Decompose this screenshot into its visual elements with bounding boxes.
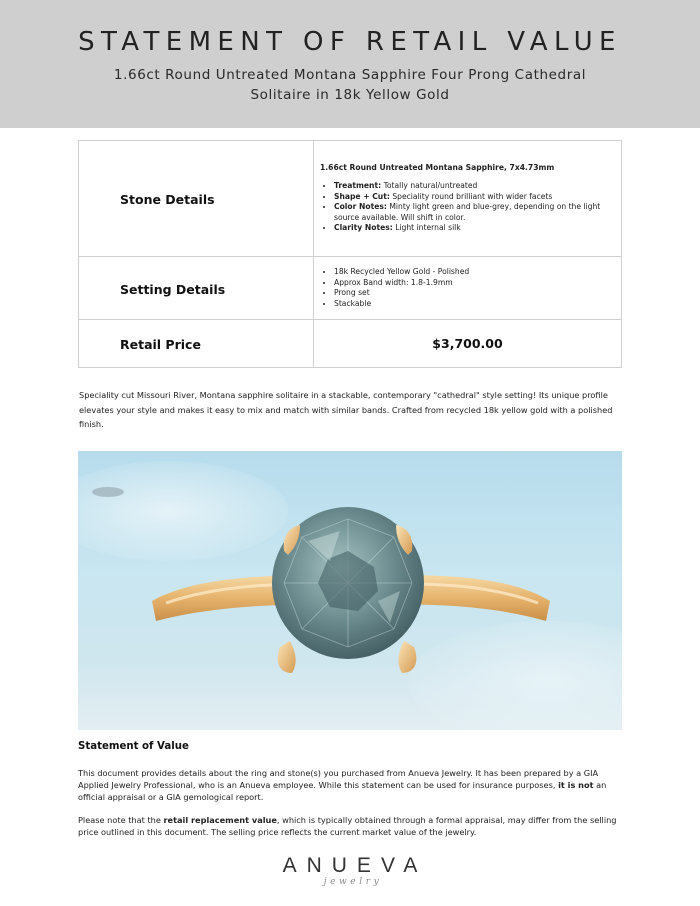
setting-details-label-cell (79, 257, 314, 320)
header-band (0, 0, 700, 128)
table-row (79, 320, 622, 368)
anueva-logo: ANUEVA (282, 854, 428, 877)
details-table (78, 140, 622, 368)
ring-photo (78, 451, 622, 730)
list-item: • Treatment: Totally natural/untreated (334, 181, 611, 192)
retail-price-value: $3,700.00 (314, 320, 622, 368)
statement-heading: Statement of Value (78, 741, 189, 752)
page-subtitle: 1.66ct Round Untreated Montana Sapphire Four Prong Cathedral Solitaire in 18k Yellow Gold (113, 67, 587, 103)
product-description: Speciality cut Missouri River, Montana sapphire solitaire in a stackable, contemporary "cathedral" style setting! Its unique profile elevates your style and makes it easy to mix and match with similar bands. Crafted from recycled 18k yellow gold with a polished finish. (79, 390, 613, 429)
table-row (79, 141, 622, 257)
statement-paragraph-2: Please note that the retail replacement value, which is typically obtained through a formal appraisal, may differ from the selling price outlined in this document. The selling price reflects the current market value of the jewelry. (78, 815, 617, 837)
ring-illustration (78, 451, 622, 730)
setting-details-label: Setting Details (120, 281, 226, 297)
stone-details-label-cell (79, 141, 314, 257)
list-item: • Stackable (334, 299, 611, 310)
setting-details-list (320, 267, 611, 309)
list-item: • Color Notes: Minty light green and blue-grey, depending on the light source available. Will shift in color. (334, 202, 611, 223)
page-title: STATEMENT OF RETAIL VALUE (78, 27, 622, 57)
retail-price-label: Retail Price (120, 337, 201, 352)
list-item: • Shape + Cut: Speciality round brilliant with wider facets (334, 192, 611, 203)
list-item: • Prong set (334, 288, 611, 299)
statement-paragraph-1: This document provides details about the ring and stone(s) you purchased from Anueva Jewelry. It has been prepared by a GIA Applied Jewelry Professional, who is an Anueva employee. While this statement can be used for insurance purposes, it is not an official appraisal or a GIA gemological report. (78, 768, 607, 802)
list-item: • Approx Band width: 1.8-1.9mm (334, 278, 611, 289)
stone-details-label: Stone Details (120, 192, 215, 207)
stone-details-list (320, 181, 611, 234)
list-item: • 18k Recycled Yellow Gold - Polished (334, 267, 611, 278)
retail-price-label-cell (79, 320, 314, 368)
stone-details-value-cell (314, 141, 622, 257)
anueva-logo-subtitle: jewelry (323, 877, 383, 887)
setting-details-value-cell (314, 257, 622, 320)
list-item: • Clarity Notes: Light internal silk (334, 223, 611, 234)
stone-title: 1.66ct Round Untreated Montana Sapphire, 7x4.73mm (320, 163, 555, 173)
table-row (79, 257, 622, 320)
